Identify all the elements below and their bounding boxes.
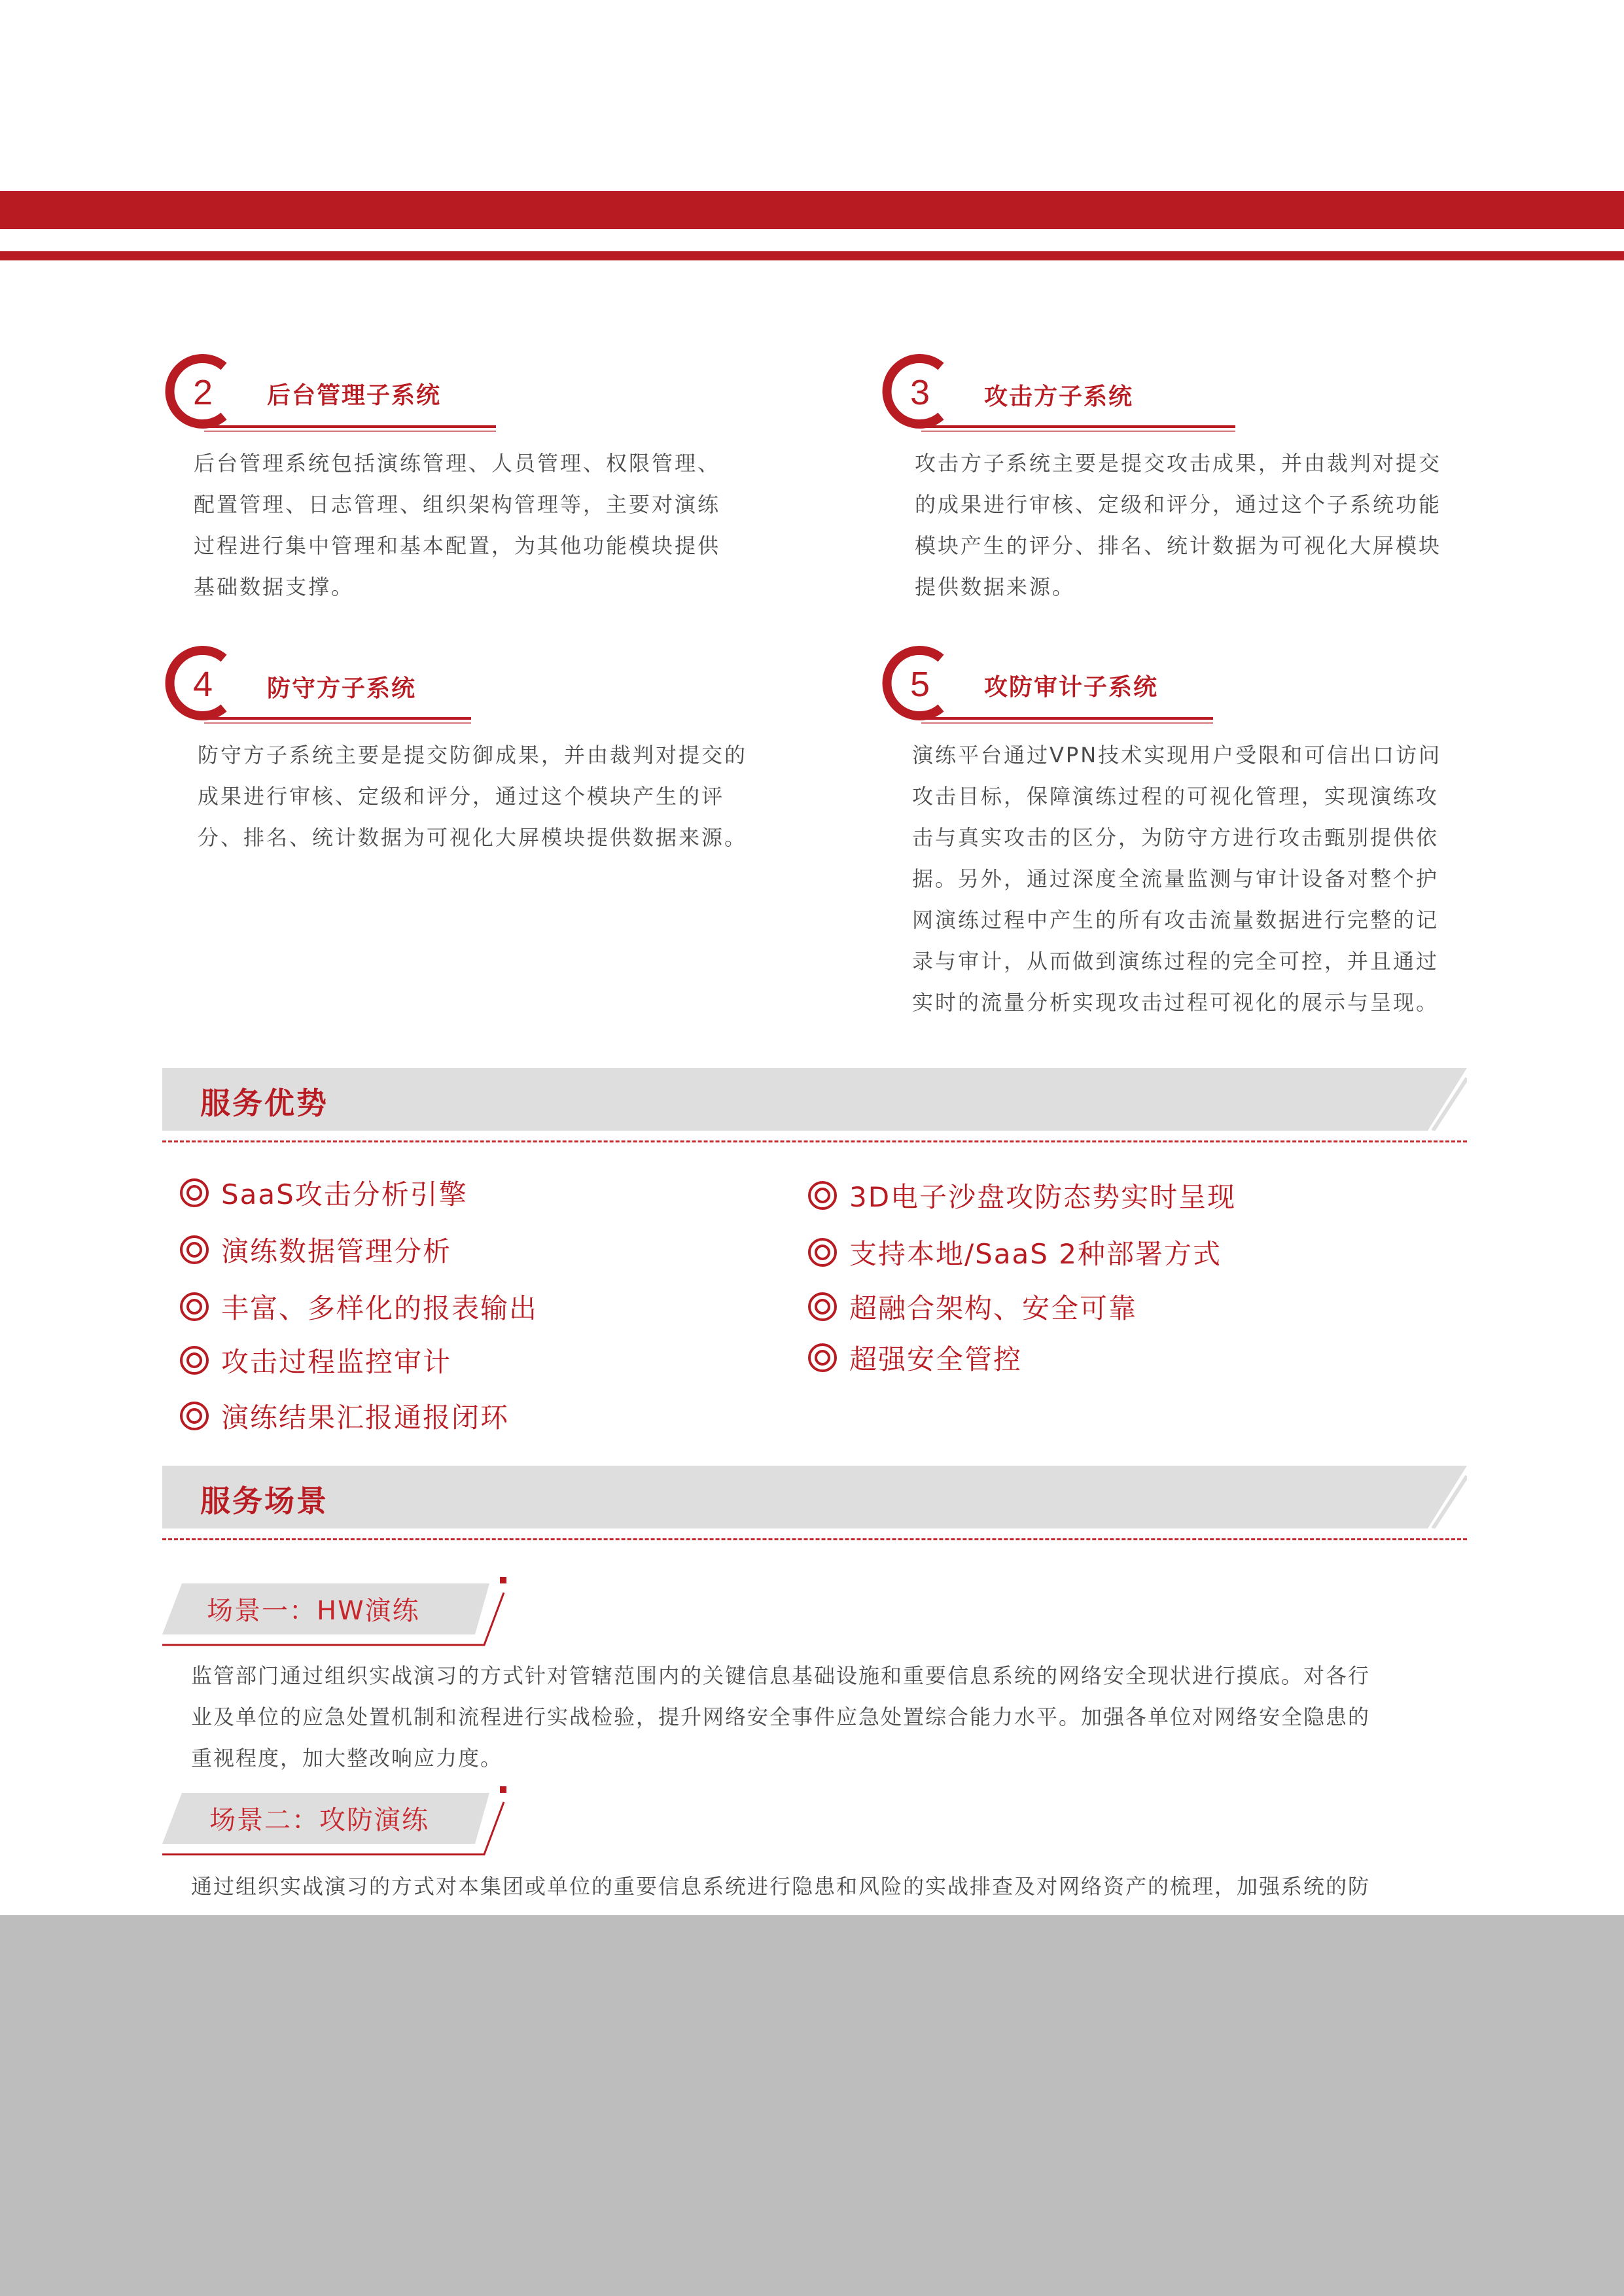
advantage-label: 演练结果汇报通报闭环 [221,1402,510,1434]
title-underline-secondary [921,431,1235,432]
section-5-body [912,735,1540,1023]
advantage-item [179,1230,451,1269]
target-icon [807,1180,838,1210]
body-line: 监管部门通过组织实战演习的方式针对管辖范围内的关键信息基础设施和重要信息系统的网络安全现状进行摸底。对各行 [191,1663,1371,1688]
header-stripe [0,251,1624,260]
advantage-label: 超强安全管控 [849,1343,1023,1375]
section-5-heading [878,644,1244,735]
scene-1-body [191,1655,1474,1779]
section-title: 攻防审计子系统 [984,674,1159,701]
body-line: 击与真实攻击的区分，为防守方进行攻击甄别提供依 [912,825,1439,850]
scenarios-title: 服务场景 [200,1483,328,1519]
target-icon [807,1292,838,1322]
target-icon [807,1343,838,1373]
body-line: 网演练过程中产生的所有攻击流量数据进行完整的记 [912,908,1439,932]
advantage-item [807,1338,1022,1377]
number-badge-icon [878,352,957,431]
title-underline [921,425,1235,428]
advantages-header-bar [162,1068,1467,1131]
advantage-item [179,1287,538,1326]
number-badge-icon [161,644,239,722]
advantage-label: SaaS攻击分析引擎 [221,1178,468,1210]
title-underline [204,717,471,720]
page-cover-overlay [0,1915,1624,2296]
advantage-item [179,1341,451,1380]
body-line: 攻击方子系统主要是提交攻击成果，并由裁判对提交 [915,451,1442,476]
svg-text:5: 5 [909,665,930,704]
section-title: 防守方子系统 [267,675,417,702]
scenarios-header-bar [162,1466,1467,1528]
svg-text:3: 3 [909,373,930,412]
advantage-label: 超融合架构、安全可靠 [849,1292,1138,1324]
advantage-item [807,1287,1137,1326]
number-badge-icon [161,352,239,431]
body-line: 实时的流量分析实现攻击过程可视化的展示与呈现。 [912,990,1439,1015]
body-line: 的成果进行审核、定级和评分，通过这个子系统功能 [915,492,1442,517]
body-line: 提供数据来源。 [915,574,1076,599]
section-4-body [198,735,800,858]
section-3-body [915,443,1517,608]
advantages-divider [162,1140,1467,1142]
body-line: 防守方子系统主要是提交防御成果，并由裁判对提交的 [198,743,748,768]
advantage-item [807,1233,1222,1272]
body-line: 过程进行集中管理和基本配置，为其他功能模块提供 [194,533,721,558]
body-line: 成果进行审核、定级和评分，通过这个模块产生的评 [198,784,725,809]
title-underline [204,425,496,428]
section-3-heading [878,352,1244,444]
body-line: 通过组织实战演习的方式对本集团或单位的重要信息系统进行隐患和风险的实战排查及对网络资产的梳理，加强系统的防 [191,1874,1371,1899]
svg-text:2: 2 [192,373,213,412]
scene-label: 场景二：攻防演练 [209,1805,429,1835]
scene-1-tag [162,1577,516,1649]
section-2-body [194,443,796,608]
title-underline-secondary [921,722,1213,724]
advantage-item [179,1173,468,1212]
corner-slash-icon [1428,1068,1467,1131]
target-icon [179,1345,209,1375]
scenarios-divider [162,1538,1467,1540]
header-band [0,191,1624,229]
svg-text:4: 4 [192,665,213,704]
number-badge-icon [878,644,957,722]
advantage-label: 演练数据管理分析 [221,1235,452,1267]
body-line: 分、排名、统计数据为可视化大屏模块提供数据来源。 [198,825,748,850]
scene-2-body [191,1866,1474,1907]
target-icon [807,1237,838,1267]
target-icon [179,1235,209,1265]
advantage-label: 支持本地/SaaS 2种部署方式 [849,1238,1222,1270]
body-line: 后台管理系统包括演练管理、人员管理、权限管理、 [194,451,721,476]
body-line: 据。另外，通过深度全流量监测与审计设备对整个护 [912,866,1439,891]
target-icon [179,1178,209,1208]
scene-2-tag [162,1786,516,1858]
body-line: 演练平台通过VPN技术实现用户受限和可信出口访问 [912,743,1442,768]
section-title: 攻击方子系统 [984,383,1134,410]
target-icon [179,1401,209,1431]
body-line: 模块产生的评分、排名、统计数据为可视化大屏模块 [915,533,1442,558]
advantage-label: 3D电子沙盘攻防态势实时呈现 [849,1181,1237,1213]
advantage-label: 丰富、多样化的报表输出 [221,1292,538,1324]
advantage-item [807,1176,1236,1215]
target-icon [179,1292,209,1322]
title-underline [921,717,1213,720]
body-line: 攻击目标，保障演练过程的可视化管理，实现演练攻 [912,784,1439,809]
title-underline-secondary [204,722,471,724]
body-line: 业及单位的应急处置机制和流程进行实战检验，提升网络安全事件应急处置综合能力水平。加强各单位对网络安全隐患的 [191,1704,1371,1729]
body-line: 配置管理、日志管理、组织架构管理等，主要对演练 [194,492,721,517]
advantage-label: 攻击过程监控审计 [221,1346,452,1378]
body-line: 录与审计，从而做到演练过程的完全可控，并且通过 [912,949,1439,974]
advantages-title: 服务优势 [200,1086,328,1121]
section-2-heading [161,352,527,444]
title-underline-secondary [204,431,496,432]
section-4-heading [161,644,527,735]
body-line: 基础数据支撑。 [194,574,355,599]
corner-slash-icon [1428,1466,1467,1528]
scene-label: 场景一：HW演练 [207,1596,420,1626]
body-line: 重视程度，加大整改响应力度。 [191,1746,503,1771]
advantage-item [179,1396,509,1436]
section-title: 后台管理子系统 [267,382,442,409]
